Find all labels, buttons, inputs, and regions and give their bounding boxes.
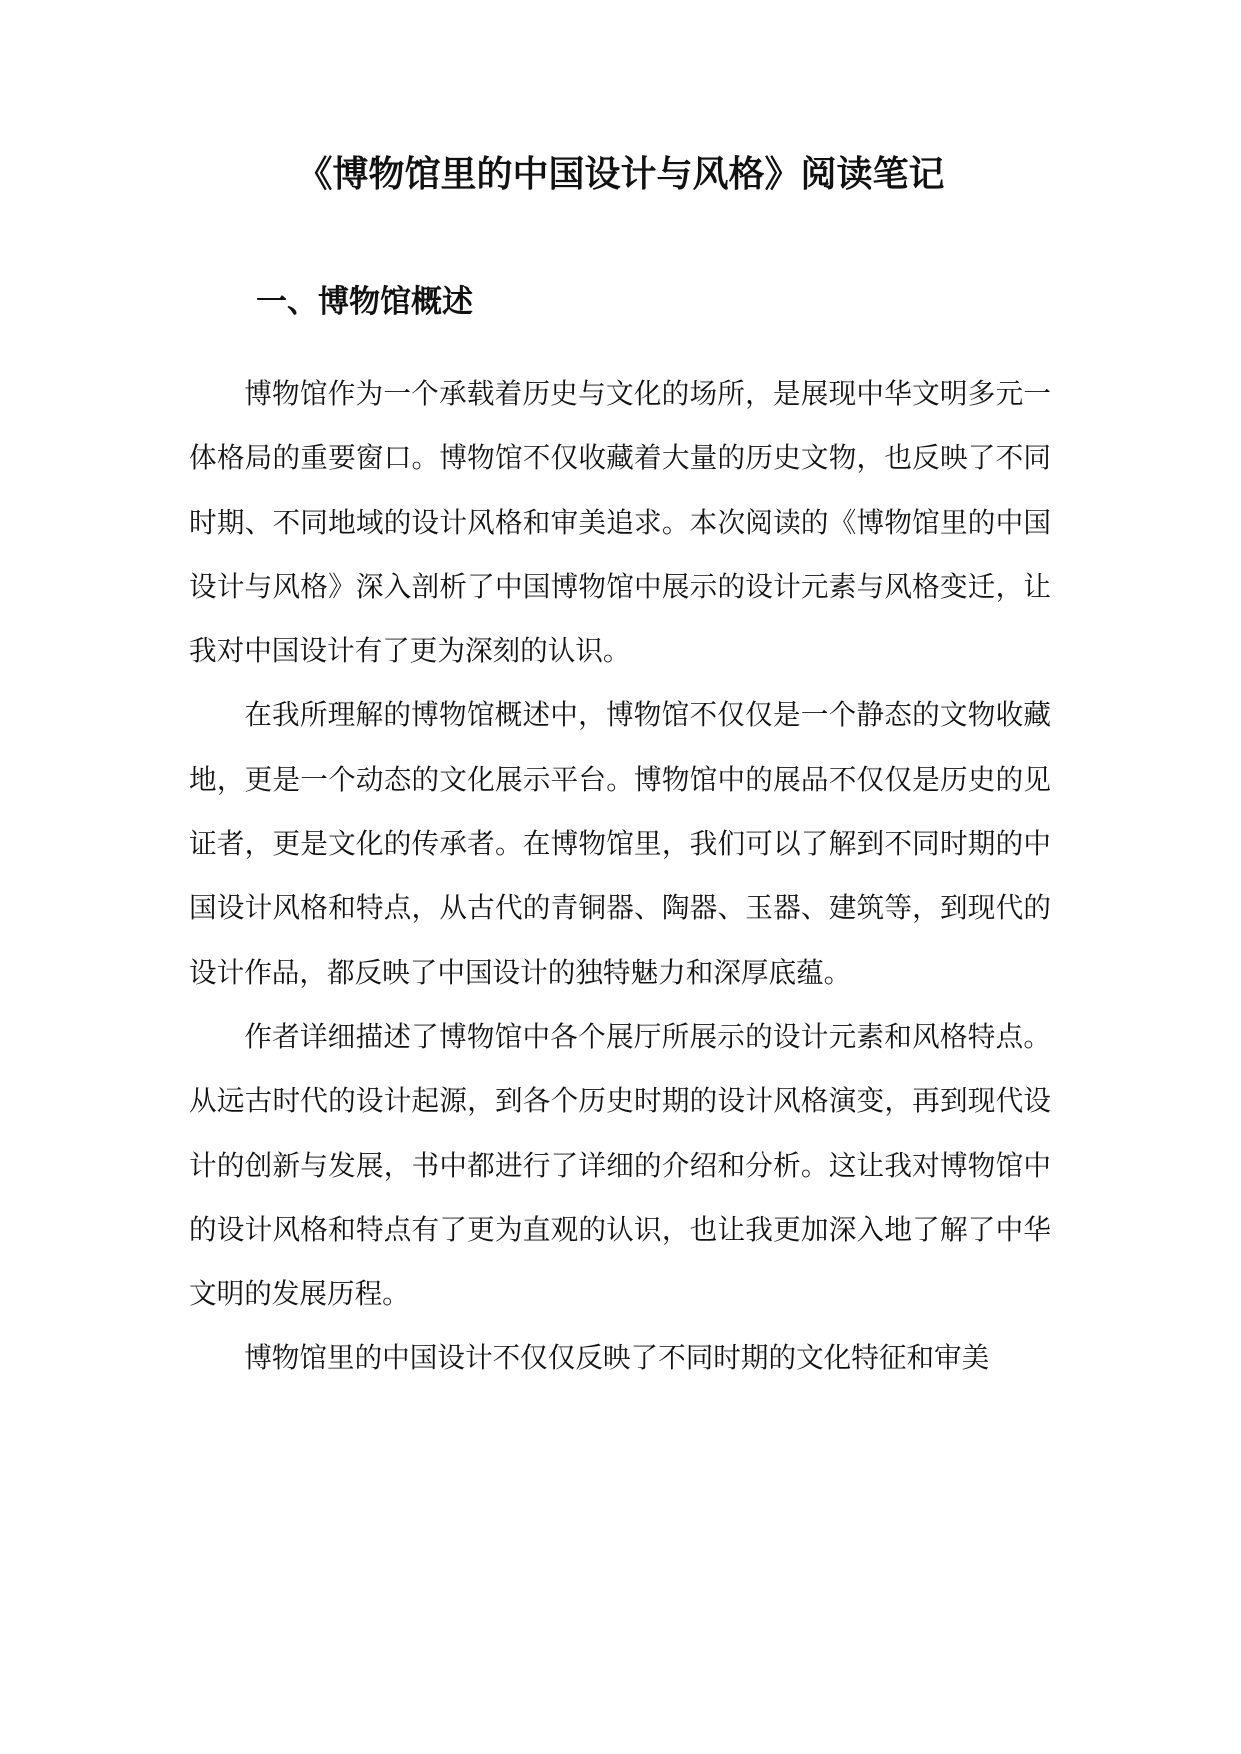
document-title: 《博物馆里的中国设计与风格》阅读笔记: [296, 154, 945, 195]
paragraph: 在我所理解的博物馆概述中，博物馆不仅仅是一个静态的文物收藏地，更是一个动态的文化展示平台。博物馆中的展品不仅仅是历史的见证者，更是文化的传承者。在博物馆里，我们可以了解到不同时期的中国设计风格和特点，从古代的青铜器、陶器、玉器、建筑等，到现代的设计作品，都反映了中国设计的独特魅力和深厚底蕴。: [189, 698, 1051, 989]
paragraph: 博物馆里的中国设计不仅仅反映了不同时期的文化特征和审美: [244, 1341, 990, 1375]
section-heading: 一、博物馆概述: [256, 284, 473, 320]
paragraph: 作者详细描述了博物馆中各个展厅所展示的设计元素和风格特点。从远古时代的设计起源，到各个历史时期的设计风格演变，再到现代设计的创新与发展，书中都进行了详细的介绍和分析。这让我对博物馆中的设计风格和特点有了更为直观的认识，也让我更加深入地了解了中华文明的发展历程。: [189, 1019, 1051, 1311]
paragraph: 博物馆作为一个承载着历史与文化的场所，是展现中华文明多元一体格局的重要窗口。博物馆不仅收藏着大量的历史文物，也反映了不同时期、不同地域的设计风格和审美追求。本次阅读的《博物馆里的中国设计与风格》深入剖析了中国博物馆中展示的设计元素与风格变迁，让我对中国设计有了更为深刻的认识。: [189, 377, 1051, 668]
body-text: [189, 362, 1051, 1391]
